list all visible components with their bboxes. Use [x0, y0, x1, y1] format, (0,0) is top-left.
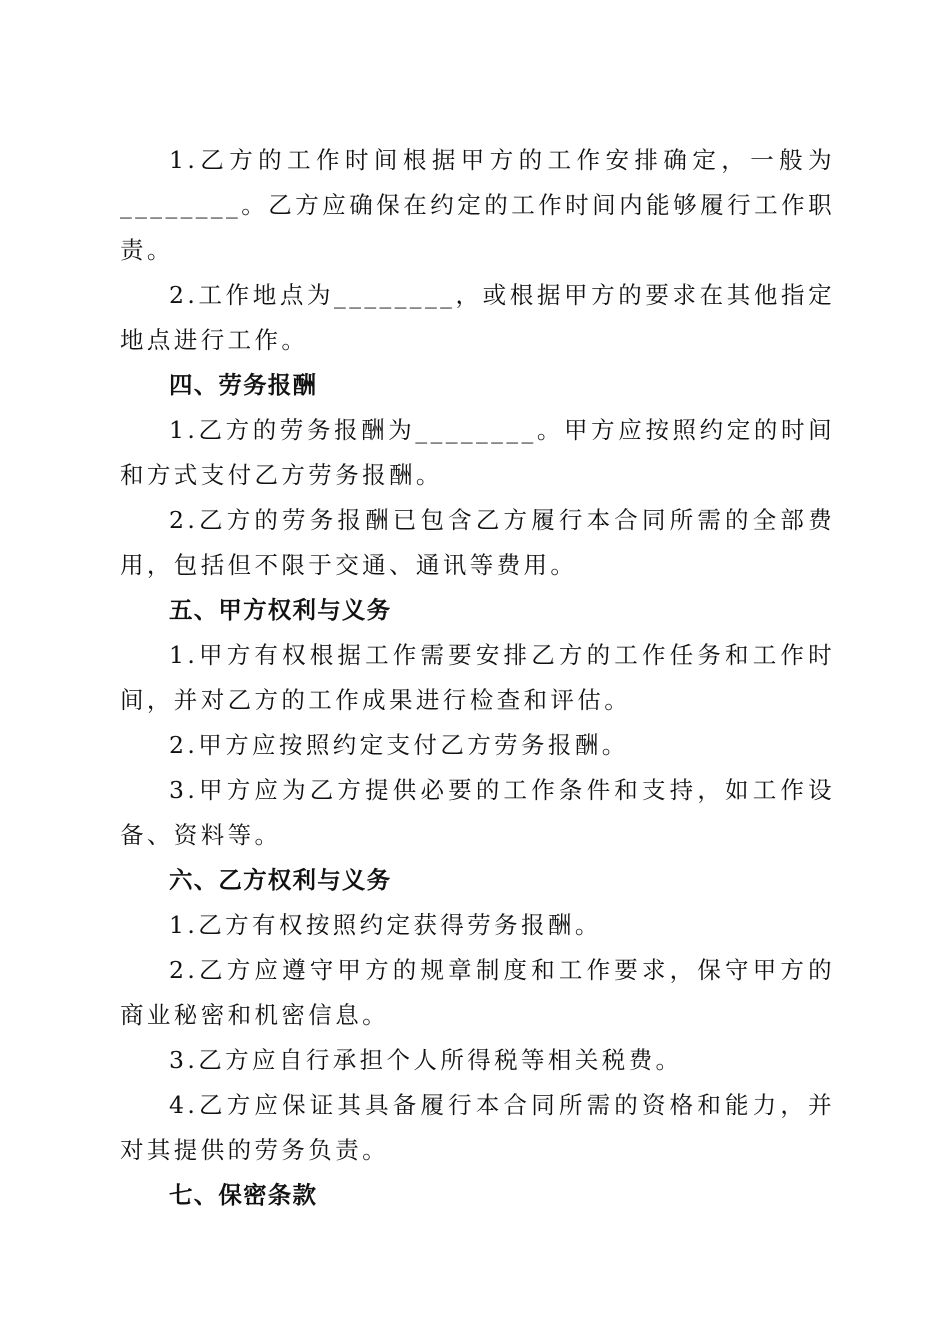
clause-remuneration-amount: 1.乙方的劳务报酬为________。甲方应按照约定的时间和方式支付乙方劳务报酬。 — [120, 416, 835, 489]
clause-remuneration-inclusive: 2.乙方的劳务报酬已包含乙方履行本合同所需的全部费用，包括但不限于交通、通讯等费用。 — [120, 506, 835, 579]
document-body — [120, 138, 835, 1218]
clause-work-time: 1.乙方的工作时间根据甲方的工作安排确定，一般为________。乙方应确保在约定的工作时间内能够履行工作职责。 — [120, 146, 835, 264]
clause-party-b-4: 4.乙方应保证其具备履行本合同所需的资格和能力，并对其提供的劳务负责。 — [120, 1091, 835, 1164]
clause-party-b-2: 2.乙方应遵守甲方的规章制度和工作要求，保守甲方的商业秘密和机密信息。 — [120, 956, 835, 1029]
section-heading-remuneration: 四、劳务报酬 — [169, 371, 318, 399]
clause-party-a-1: 1.甲方有权根据工作需要安排乙方的工作任务和工作时间，并对乙方的工作成果进行检查和评估。 — [120, 641, 835, 714]
clause-work-location: 2.工作地点为________，或根据甲方的要求在其他指定地点进行工作。 — [120, 281, 835, 354]
clause-party-b-1: 1.乙方有权按照约定获得劳务报酬。 — [169, 911, 602, 939]
clause-party-a-2: 2.甲方应按照约定支付乙方劳务报酬。 — [169, 731, 629, 759]
section-heading-party-a: 五、甲方权利与义务 — [169, 596, 392, 624]
section-heading-confidentiality: 七、保密条款 — [169, 1181, 318, 1209]
section-heading-party-b: 六、乙方权利与义务 — [169, 866, 392, 894]
clause-party-a-3: 3.甲方应为乙方提供必要的工作条件和支持，如工作设备、资料等。 — [120, 776, 835, 849]
clause-party-b-3: 3.乙方应自行承担个人所得税等相关税费。 — [169, 1046, 683, 1074]
